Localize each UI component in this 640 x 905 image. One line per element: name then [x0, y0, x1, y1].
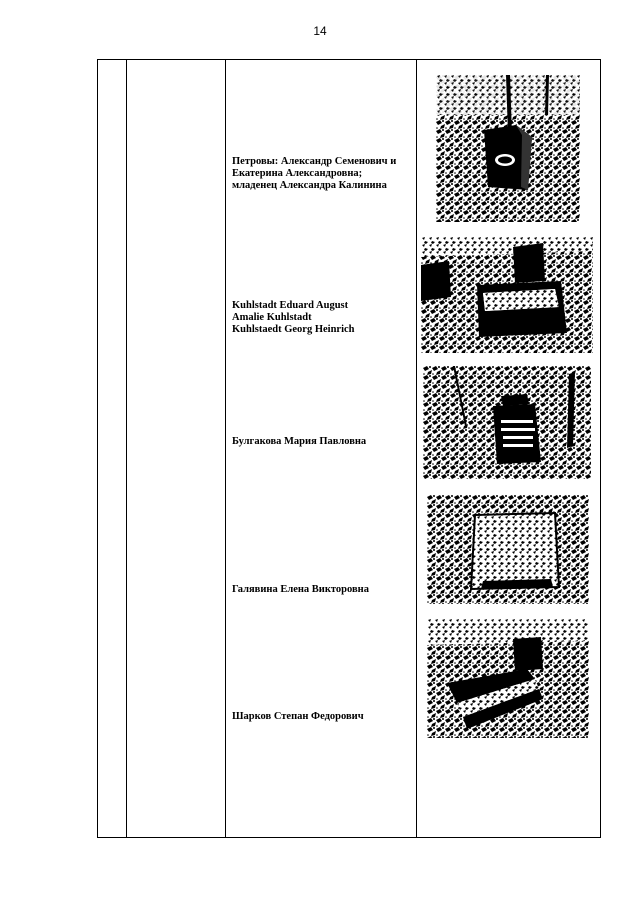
entry-name: Kuhlstadt Eduard August Amalie Kuhlstadt Kuhlstaedt Georg Heinrich [232, 300, 355, 335]
column-divider [225, 60, 226, 837]
entry-name: Галявина Елена Викторовна [232, 584, 369, 595]
page-number: 14 [313, 24, 327, 38]
grave-photo-icon [421, 237, 593, 353]
column-divider [126, 60, 127, 837]
column-divider [416, 60, 417, 837]
entry-name: Булгакова Мария Павловна [232, 436, 367, 447]
grave-photo-icon [427, 495, 589, 604]
burial-table [97, 59, 601, 838]
grave-photo-icon [436, 75, 580, 222]
grave-photo-icon [423, 366, 591, 479]
grave-photo-icon [427, 619, 589, 738]
entry-name: Шарков Степан Федорович [232, 711, 364, 722]
entry-name: Петровы: Александр Семенович и Екатерина Александровна; младенец Александра Калинина [232, 156, 397, 191]
